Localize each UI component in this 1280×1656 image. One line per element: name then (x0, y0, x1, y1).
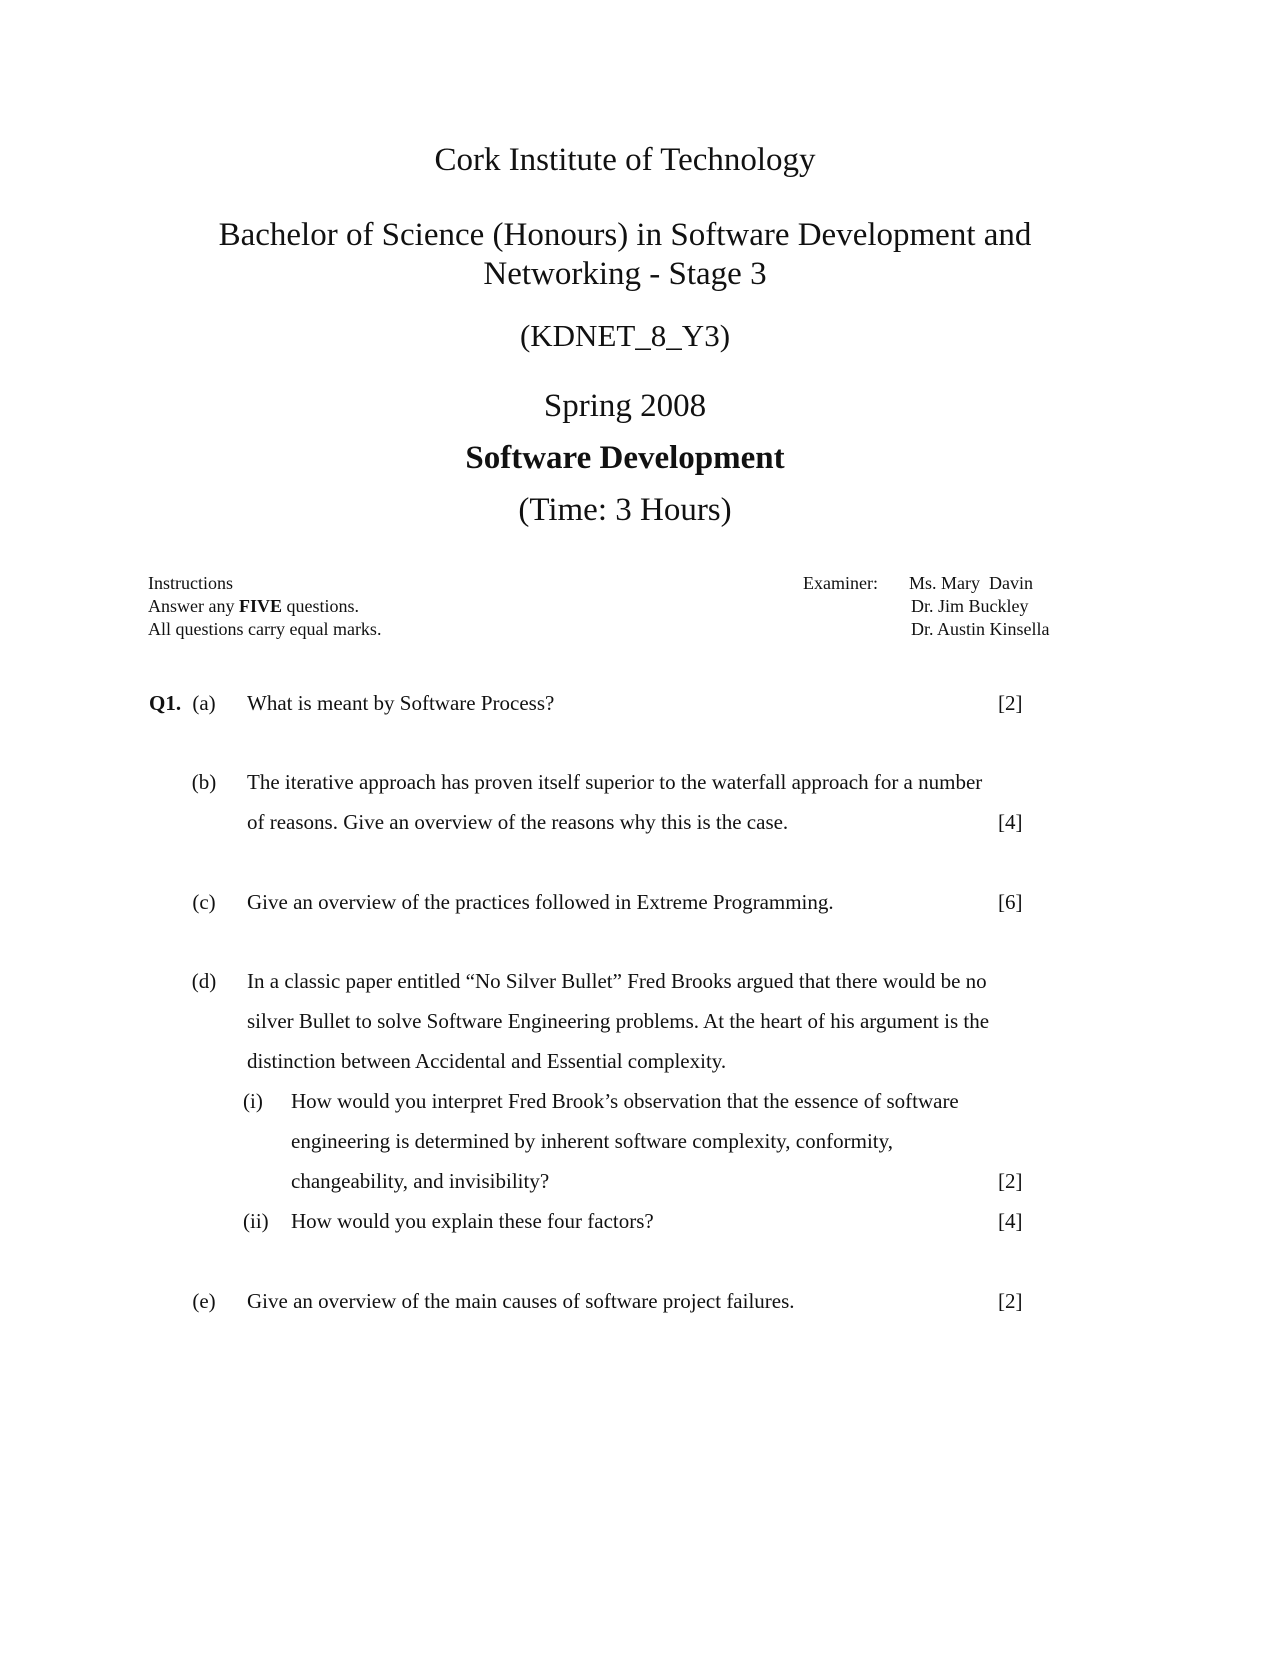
part-c-marks: [6] (998, 890, 1023, 914)
part-e-marks: [2] (998, 1289, 1023, 1313)
part-e-text: Give an overview of the main causes of software project failures. (247, 1289, 795, 1313)
part-d-text-line1: In a classic paper entitled “No Silver Bullet” Fred Brooks argued that there would be no (247, 969, 987, 993)
course-code: (KDNET_8_Y3) (519, 318, 731, 353)
question-number: Q1. (149, 691, 182, 715)
part-b-text-line2: of reasons. Give an overview of the reasons why this is the case. (247, 810, 789, 834)
part-d-ii-label: (ii) (243, 1209, 269, 1233)
exam-duration: (Time: 3 Hours) (518, 492, 732, 528)
part-d-text-line2: silver Bullet to solve Software Engineering problems. At the heart of his argument is the (247, 1009, 990, 1033)
part-d-i-label: (i) (243, 1089, 263, 1113)
part-a-marks: [2] (998, 691, 1023, 715)
examiner-name: Dr. Austin Kinsella (911, 619, 1050, 639)
instructions-count: FIVE (238, 596, 282, 616)
instructions-line2: All questions carry equal marks. (148, 619, 382, 639)
part-b-text-line1: The iterative approach has proven itself superior to the waterfall approach for a number (247, 770, 983, 794)
part-b-marks: [4] (998, 810, 1023, 834)
instructions-line1-end: questions. (282, 596, 360, 616)
part-d-i-marks: [2] (998, 1169, 1023, 1193)
part-d-i-text-line1: How would you interpret Fred Brook’s observation that the essence of software (291, 1089, 959, 1113)
part-d-text-line3: distinction between Accidental and Essential complexity. (247, 1049, 727, 1073)
instructions-title: Instructions (148, 573, 233, 593)
subject-title: Software Development (465, 440, 785, 476)
part-a-label: (a) (192, 691, 216, 715)
instructions-line1 (148, 595, 381, 618)
examiner-label: Examiner: (803, 573, 878, 593)
examiner-name: Dr. Jim Buckley (911, 596, 1029, 616)
part-d-i-text-line3: changeability, and invisibility? (291, 1169, 550, 1193)
examiner-name: Ms. Mary Davin (909, 573, 1033, 593)
programme-title-line1: Bachelor of Science (Honours) in Software Development and (218, 217, 1032, 253)
part-d-i-text-line2: engineering is determined by inherent software complexity, conformity, (291, 1129, 894, 1153)
instructions-line1-start: Answer any (148, 596, 239, 616)
instructions-block (148, 572, 381, 641)
programme-title-line2: Networking - Stage 3 (483, 256, 767, 292)
part-b-label: (b) (191, 770, 217, 794)
part-e-label: (e) (192, 1289, 216, 1313)
programme-title (0, 216, 1250, 294)
part-d-ii-marks: [4] (998, 1209, 1023, 1233)
part-c-label: (c) (192, 890, 216, 914)
part-c-text: Give an overview of the practices followed in Extreme Programming. (247, 890, 834, 914)
institute-name: Cork Institute of Technology (434, 142, 816, 178)
exam-session: Spring 2008 (543, 388, 707, 424)
part-d-label: (d) (191, 969, 217, 993)
part-d-ii-text: How would you explain these four factors? (291, 1209, 654, 1233)
examiner-list (909, 572, 1050, 641)
part-a-text: What is meant by Software Process? (247, 691, 555, 715)
